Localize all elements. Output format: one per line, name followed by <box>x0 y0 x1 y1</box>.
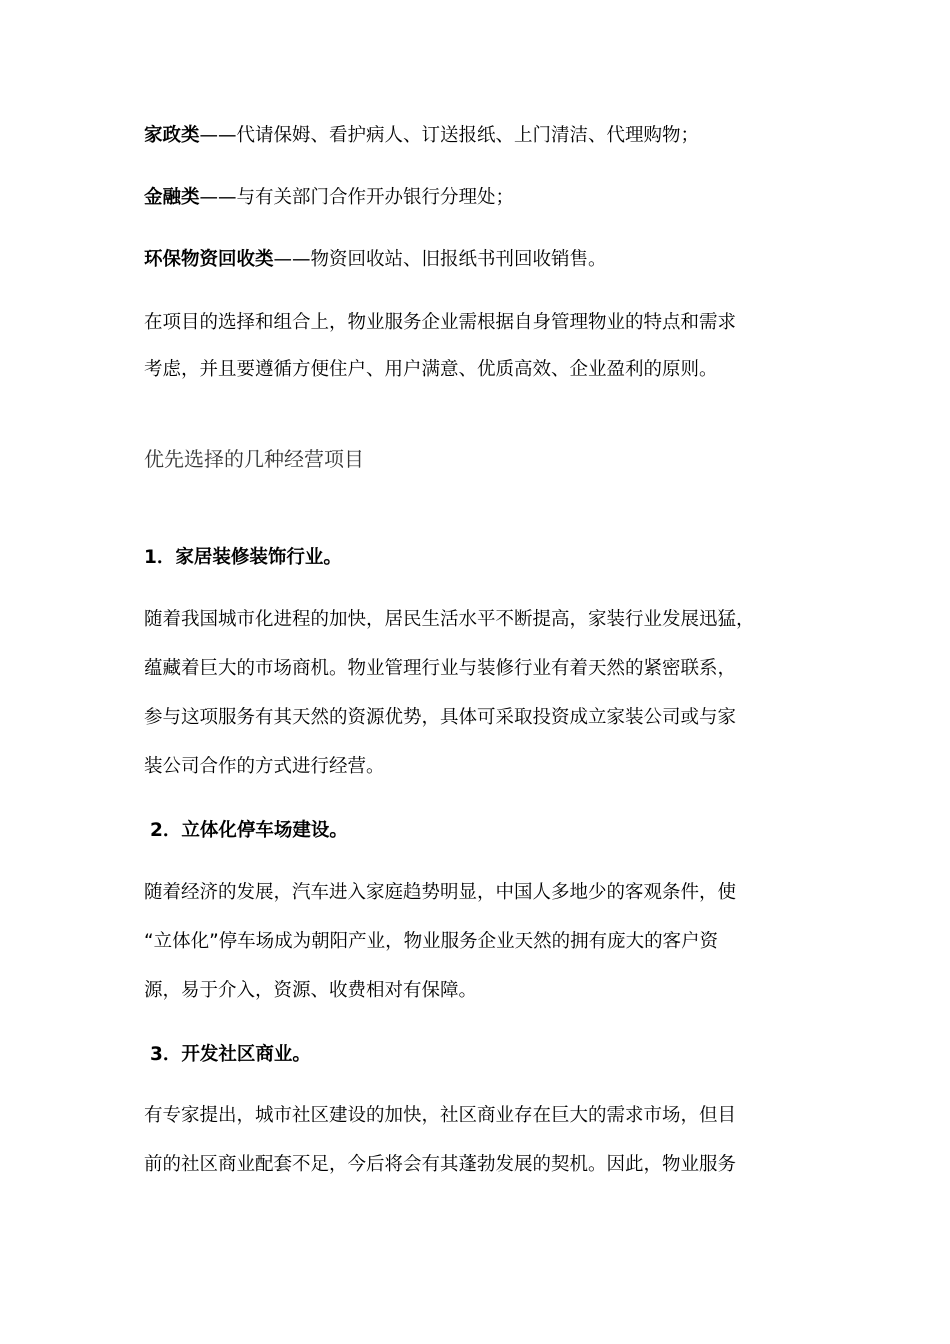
intro-line-1: 在项目的选择和组合上，物业服务企业需根据自身管理物业的特点和需求 <box>144 312 737 333</box>
item-1-line-3: 参与这项服务有其天然的资源优势，具体可采取投资成立家装公司或与家 <box>144 707 737 728</box>
category-label: 金融类 <box>144 187 200 208</box>
category-label: 家政类 <box>144 125 200 146</box>
item-2-line-1: 随着经济的发展，汽车进入家庭趋势明显，中国人多地少的客观条件，使 <box>144 882 737 903</box>
category-housekeeping <box>144 123 699 149</box>
intro-line-2: 考虑，并且要遵循方便住户、用户满意、优质高效、企业盈利的原则。 <box>144 359 718 380</box>
item-title-1: 1．家居装修装饰行业。 <box>144 547 342 568</box>
category-text: ——代请保姆、看护病人、订送报纸、上门清洁、代理购物； <box>199 125 700 146</box>
category-text: ——物资回收站、旧报纸书刊回收销售。 <box>273 249 607 270</box>
item-title-2: 2．立体化停车场建设。 <box>150 820 348 841</box>
item-1-line-1: 随着我国城市化进程的加快，居民生活水平不断提高，家装行业发展迅猛， <box>144 609 755 630</box>
item-2-line-3: 源，易于介入，资源、收费相对有保障。 <box>144 980 478 1001</box>
category-label: 环保物资回收类 <box>144 249 274 270</box>
section-heading: 优先选择的几种经营项目 <box>144 447 364 471</box>
item-title-3: 3．开发社区商业。 <box>150 1044 311 1065</box>
item-3-line-2: 前的社区商业配套不足，今后将会有其蓬勃发展的契机。因此，物业服务 <box>144 1154 737 1175</box>
category-text: ——与有关部门合作开办银行分理处； <box>199 187 515 208</box>
item-3-line-1: 有专家提出，城市社区建设的加快，社区商业存在巨大的需求市场，但目 <box>144 1105 737 1126</box>
category-recycling <box>144 247 607 273</box>
category-finance <box>144 185 514 211</box>
item-1-line-2: 蕴藏着巨大的市场商机。物业管理行业与装修行业有着天然的紧密联系， <box>144 658 737 679</box>
item-2-line-2: “立体化”停车场成为朝阳产业，物业服务企业天然的拥有庞大的客户资 <box>144 931 719 952</box>
item-1-line-4: 装公司合作的方式进行经营。 <box>144 756 385 777</box>
